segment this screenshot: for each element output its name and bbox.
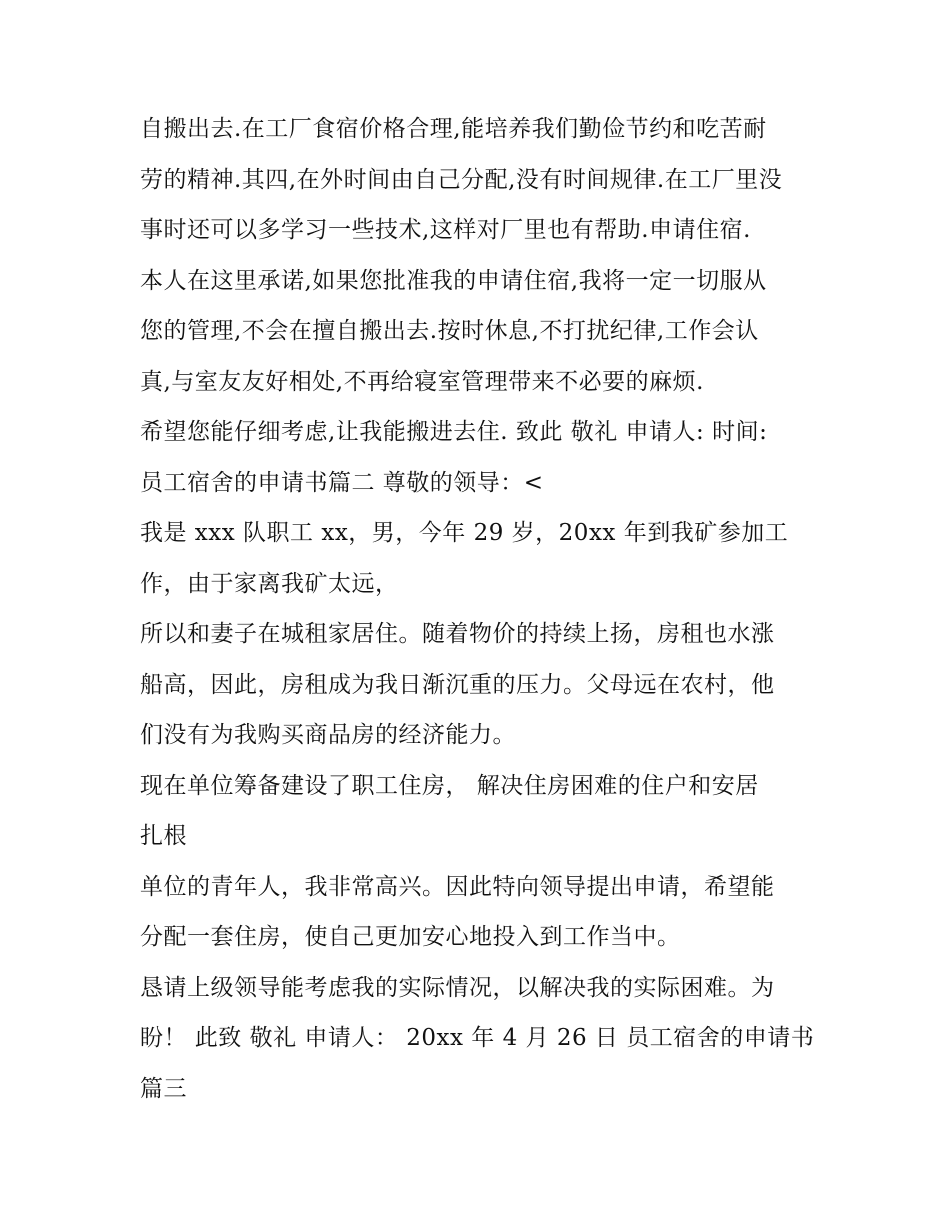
text-line: 您的管理,不会在擅自搬出去.按时休息,不打扰纪律,工作会认 [140,318,759,344]
text-line: 本人在这里承诺,如果您批准我的申请住宿,我将一定一切服从 [140,267,767,294]
signature-line: 盼！ 此致 敬礼 申请人： 20xx 年 4 月 26 日 员工宿舍的申请书 [140,1025,815,1051]
text-line: 我是 xxx 队职工 xx，男，今年 29 岁，20xx 年到我矿参加工 [140,520,789,546]
text-line: 船高，因此，房租成为我日渐沉重的压力。父母远在农村，他 [140,671,775,698]
text-line: 作，由于家离我矿太远， [140,570,399,597]
text-line: 所以和妻子在城租家居住。随着物价的持续上扬，房租也水涨 [140,621,775,647]
text-line: 劳的精神.其四,在外时间由自己分配,没有时间规律.在工厂里没 [140,166,783,193]
text-line: 现在单位筹备建设了职工住房， 解决住房困难的住户和安居 [140,772,759,799]
document-body [140,104,830,1114]
text-line: 分配一套住房，使自己更加安心地投入到工作当中。 [140,924,681,950]
text-line: 自搬出去.在工厂食宿价格合理,能培养我们勤俭节约和吃苦耐 [140,116,767,142]
text-line: 真,与室友友好相处,不再给寝室管理带来不必要的麻烦. [140,368,704,395]
text-line: 单位的青年人，我非常高兴。因此特向领导提出申请，希望能 [140,873,775,900]
text-line: 希望您能仔细考虑,让我能搬进去住. 致此 敬礼 申请人: 时间: [140,419,768,445]
text-line: 恳请上级领导能考虑我的实际情况，以解决我的实际困难。为 [140,974,775,1001]
text-line: 扎根 [140,823,187,849]
text-line: 们没有为我购买商品房的经济能力。 [140,722,516,748]
section-heading-line: 员工宿舍的申请书篇二 尊敬的领导：< [140,469,544,496]
text-line: 事时还可以多学习一些技术,这样对厂里也有帮助.申请住宿. [140,217,751,243]
section-heading-line: 篇三 [140,1075,187,1102]
